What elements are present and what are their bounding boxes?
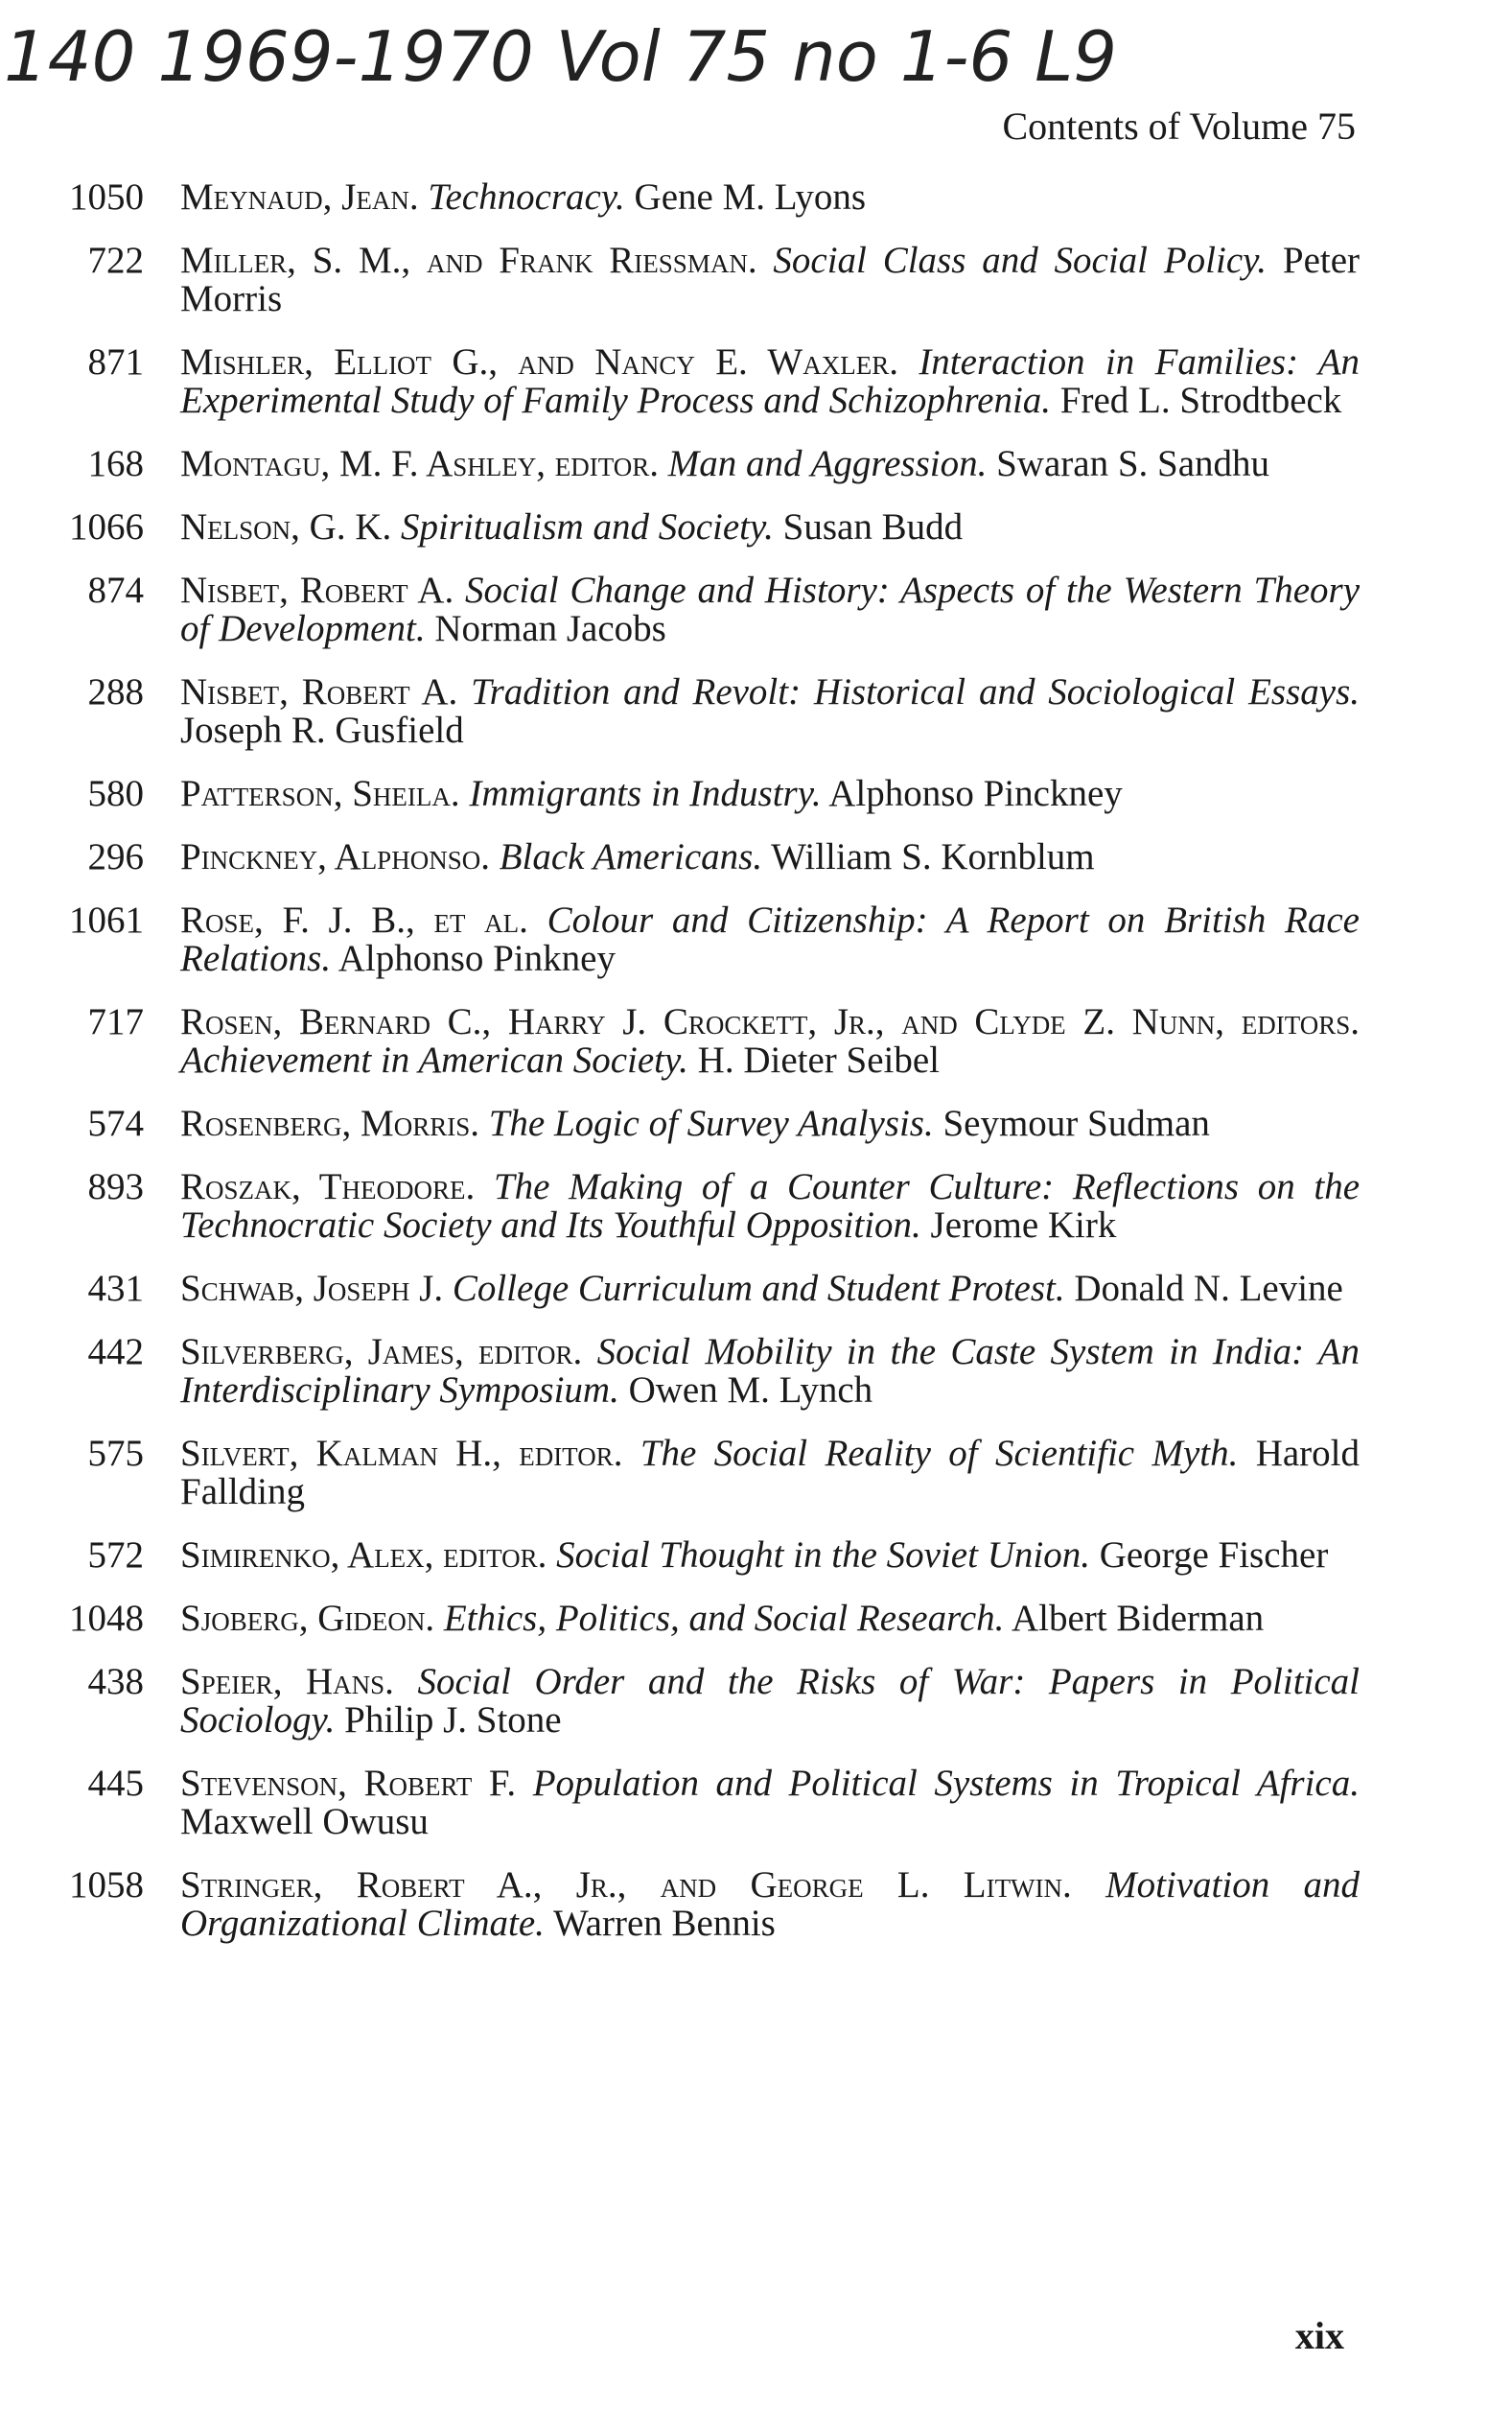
list-item (38, 1866, 1361, 1943)
list-item (38, 901, 1361, 978)
entry-title: The Making of a Counter Culture: Reflections on the Technocratic Society and Its Youthful Opposition. (180, 1166, 1361, 1246)
entry-reviewer: Maxwell Owusu (180, 1801, 429, 1842)
entry-title: Technocracy. (428, 176, 625, 218)
list-item (38, 508, 1361, 547)
list-item (38, 1536, 1361, 1575)
entry-reviewer: Alphonso Pinkney (337, 938, 616, 979)
handwritten-annotation (4, 4, 1512, 109)
entry-page-number: 168 (87, 443, 144, 484)
entry-page-number: 1048 (69, 1598, 144, 1639)
entry-page-number: 575 (87, 1433, 144, 1474)
running-head: Contents of Volume 75 (1002, 105, 1356, 148)
entry-author: Sjoberg, Gideon. (180, 1598, 435, 1639)
list-item (38, 343, 1361, 420)
entry-title: The Logic of Survey Analysis. (488, 1103, 934, 1144)
list-item (38, 1003, 1361, 1080)
entry-page-number: 296 (87, 836, 144, 877)
entry-reviewer: Harold Fallding (180, 1433, 1361, 1512)
entry-author: Mishler, Elliot G., and Nancy E. Waxler. (180, 341, 898, 383)
list-item (38, 445, 1361, 483)
entry-page-number: 580 (87, 773, 144, 814)
entry-page-number: 717 (87, 1001, 144, 1042)
entry-page-number: 445 (87, 1763, 144, 1804)
list-item (38, 1600, 1361, 1638)
list-item (38, 242, 1361, 318)
entry-author: Stevenson, Robert F. (180, 1763, 517, 1804)
entry-title: Black Americans. (499, 836, 763, 877)
entry-title: Interaction in Families: An Experimental Study of Family Process and Schizophrenia. (180, 341, 1361, 421)
entry-reviewer: Jerome Kirk (930, 1204, 1117, 1246)
entry-page-number: 574 (87, 1103, 144, 1144)
entry-reviewer: Fred L. Strodtbeck (1059, 380, 1342, 421)
entry-title: Spiritualism and Society. (401, 506, 774, 548)
list-item (38, 1168, 1361, 1245)
entry-author: Pinckney, Alphonso. (180, 836, 490, 877)
entry-title: Population and Political Systems in Tropical Africa. (532, 1763, 1360, 1804)
page-number: xix (1294, 2314, 1344, 2357)
entry-page-number: 893 (87, 1166, 144, 1207)
entry-reviewer: Warren Bennis (552, 1903, 776, 1944)
entry-reviewer: Owen M. Lynch (628, 1369, 873, 1411)
entry-page-number: 431 (87, 1268, 144, 1309)
entry-page-number: 722 (87, 240, 144, 281)
list-item (38, 1663, 1361, 1740)
entry-title: Immigrants in Industry. (469, 773, 822, 814)
entry-author: Speier, Hans. (180, 1661, 394, 1702)
entry-page-number: 1066 (69, 506, 144, 548)
entry-title: Man and Aggression. (667, 443, 988, 484)
list-item (38, 775, 1361, 813)
entry-author: Schwab, Joseph J. (180, 1268, 444, 1309)
entry-author: Rose, F. J. B., et al. (180, 900, 528, 941)
list-item (38, 572, 1361, 648)
entry-page-number: 572 (87, 1534, 144, 1576)
entry-title: Motivation and Organizational Climate. (180, 1864, 1361, 1944)
list-item (38, 1333, 1361, 1410)
entry-title: Social Mobility in the Caste System in India: An Interdisciplinary Symposium. (180, 1331, 1361, 1411)
list-item (38, 673, 1361, 750)
entry-page-number: 442 (87, 1331, 144, 1372)
entry-reviewer: Peter Morris (180, 240, 1361, 319)
entry-page-number: 1061 (69, 900, 144, 941)
entry-page-number: 1050 (69, 176, 144, 218)
entry-author: Meynaud, Jean. (180, 176, 419, 218)
list-item (38, 1270, 1361, 1308)
entry-reviewer: William S. Kornblum (771, 836, 1095, 877)
entry-title: College Curriculum and Student Protest. (452, 1268, 1065, 1309)
entry-page-number: 874 (87, 570, 144, 611)
entry-author: Roszak, Theodore. (180, 1166, 476, 1207)
entry-author: Miller, S. M., and Frank Riessman. (180, 240, 757, 281)
entry-title: Ethics, Politics, and Social Research. (443, 1598, 1005, 1639)
list-item (38, 1765, 1361, 1841)
entry-author: Nelson, G. K. (180, 506, 392, 548)
entry-page-number: 288 (87, 671, 144, 713)
entry-author: Nisbet, Robert A. (180, 671, 458, 713)
handwritten-text: 140 1969-1970 Vol 75 no 1-6 L9 (4, 16, 1118, 97)
entry-author: Rosenberg, Morris. (180, 1103, 479, 1144)
entry-author: Silvert, Kalman H., editor. (180, 1433, 623, 1474)
entry-title: Social Thought in the Soviet Union. (556, 1534, 1090, 1576)
entry-reviewer: Susan Budd (782, 506, 964, 548)
entry-title: The Social Reality of Scientific Myth. (640, 1433, 1239, 1474)
entry-title: Social Change and History: Aspects of the Western Theory of Development. (180, 570, 1361, 649)
entry-author: Stringer, Robert A., Jr., and George L. Litwin. (180, 1864, 1072, 1906)
entry-page-number: 871 (87, 341, 144, 383)
entry-reviewer: Swaran S. Sandhu (996, 443, 1270, 484)
entry-title: Social Class and Social Policy. (773, 240, 1268, 281)
entry-reviewer: George Fischer (1099, 1534, 1329, 1576)
entry-title: Tradition and Revolt: Historical and Sociological Essays. (471, 671, 1360, 713)
entry-reviewer: Joseph R. Gusfield (180, 710, 464, 751)
entry-author: Silverberg, James, editor. (180, 1331, 583, 1372)
entry-reviewer: Alphonso Pinckney (828, 773, 1123, 814)
entry-title: Social Order and the Risks of War: Papers in Political Sociology. (180, 1661, 1361, 1741)
entry-reviewer: Donald N. Levine (1074, 1268, 1343, 1309)
entry-author: Nisbet, Robert A. (180, 570, 454, 611)
contents-list (38, 178, 1361, 1943)
entry-reviewer: H. Dieter Seibel (697, 1040, 941, 1081)
entry-page-number: 438 (87, 1661, 144, 1702)
entry-reviewer: Norman Jacobs (434, 608, 666, 649)
entry-reviewer: Albert Biderman (1012, 1598, 1265, 1639)
entry-page-number: 1058 (69, 1864, 144, 1906)
entry-author: Simirenko, Alex, editor. (180, 1534, 547, 1576)
entry-title: Colour and Citizenship: A Report on British Race Relations. (180, 900, 1360, 979)
entry-title: Achievement in American Society. (180, 1040, 688, 1081)
entry-author: Rosen, Bernard C., Harry J. Crockett, Jr., and Clyde Z. Nunn, editors. (180, 1001, 1360, 1042)
entry-reviewer: Gene M. Lyons (634, 176, 867, 218)
entry-reviewer: Seymour Sudman (942, 1103, 1210, 1144)
list-item (38, 838, 1361, 877)
entry-author: Montagu, M. F. Ashley, editor. (180, 443, 660, 484)
list-item (38, 178, 1361, 217)
entry-author: Patterson, Sheila. (180, 773, 460, 814)
entry-reviewer: Philip J. Stone (344, 1699, 562, 1741)
list-item (38, 1435, 1361, 1511)
list-item (38, 1105, 1361, 1143)
